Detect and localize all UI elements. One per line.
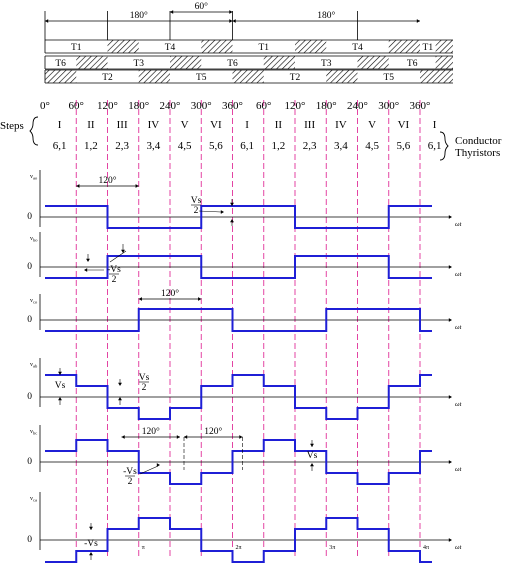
ann-co-120-label: 120° <box>160 289 180 299</box>
omega-label: ωt <box>455 401 462 408</box>
ann-bc-vs: Vs <box>306 451 318 461</box>
thyristors-label: Thyristors <box>455 147 501 159</box>
thyristor-pair-label: 3,4 <box>334 140 348 152</box>
ann-bo-tick-b-arrow <box>121 250 125 253</box>
ann-bo-vs2: -Vs <box>107 265 121 275</box>
x-axis-arrow <box>449 265 452 269</box>
pi-label: π <box>141 545 145 551</box>
dim-60-arrow-left <box>170 10 173 14</box>
dim-180-a-label: 180° <box>129 11 148 21</box>
voltage-waveforms <box>27 170 461 562</box>
ann-bc-tick-top-arrow <box>310 444 314 447</box>
ann-ab-vs: Vs <box>54 381 66 391</box>
dim-180-a-arrow-left <box>45 19 48 23</box>
ann-ab-vs2: Vs <box>138 373 150 383</box>
thyristor-label: T1 <box>258 43 270 53</box>
angle-label: 240° <box>347 100 368 112</box>
step-label: I <box>432 119 437 131</box>
thyristor-pair-label: 6,1 <box>52 140 67 152</box>
ann-bo-tick-a-arrow <box>86 259 90 262</box>
thyristor-pair-label: 2,3 <box>115 140 129 152</box>
ann-ao-120-arrow-right <box>136 184 139 188</box>
ann-bc-tick-bot-arrow <box>310 463 314 466</box>
omega-label: ωt <box>455 271 462 278</box>
step-label: V <box>180 119 189 131</box>
ann-ca-tick-top-arrow <box>89 527 93 530</box>
ann-ao-120-label: 120° <box>98 176 117 186</box>
thyristor-pair-label: 6,1 <box>427 140 442 152</box>
angle-label: 360° <box>222 100 243 112</box>
wave-label: $v_{co}$ <box>30 298 38 305</box>
zero-label: 0 <box>27 315 32 325</box>
ann-bc-120a-arrow-right <box>177 435 180 439</box>
dim-180-b-arrow-left <box>233 19 236 23</box>
thyristor-label: T3 <box>133 59 145 69</box>
wave-label: $v_{bc}$ <box>30 429 38 436</box>
zero-label: 0 <box>27 392 32 402</box>
thyristor-label: T5 <box>383 73 395 83</box>
angle-label: 360° <box>409 100 431 112</box>
angle-label: 0° <box>40 100 50 112</box>
ann-ab-tick-d-arrow <box>118 397 122 400</box>
wave-label: $v_{ca}$ <box>30 496 37 503</box>
thyristor-pair-label: 6,1 <box>240 140 254 152</box>
ann-ab-vs2-denominator: 2 <box>141 383 147 393</box>
thyristor-label: T6 <box>55 59 66 69</box>
ann-co-120-arrow-left <box>139 297 142 301</box>
x-axis-arrow <box>449 395 452 399</box>
thyristor-pair-label: 4,5 <box>365 140 379 152</box>
ann-bc-120a-label: 120° <box>141 427 160 437</box>
ann-ab-tick-bot-arrow <box>58 397 62 400</box>
ann-bc-leader-arrow <box>157 463 160 467</box>
omega-label: ωt <box>455 324 462 331</box>
omega-label: ωt <box>455 221 462 228</box>
dim-180-a-arrow-right <box>229 19 232 23</box>
ann-ao-120-arrow-left <box>76 184 79 188</box>
thyristor-pair-label: 1,2 <box>84 140 98 152</box>
zero-label: 0 <box>27 212 32 222</box>
thyristor-pair-label: 1,2 <box>271 140 286 152</box>
ann-bc-neg: -Vs <box>123 467 137 477</box>
ann-bo-vs2-denominator: 2 <box>111 275 117 285</box>
ann-ca-neg: -Vs <box>84 539 98 549</box>
x-axis-arrow <box>449 318 452 322</box>
ann-ao-vs2: Vs <box>190 196 202 206</box>
pi-label: 3π <box>329 545 336 551</box>
thyristor-label: T1 <box>70 43 82 53</box>
angle-label: 180° <box>128 100 150 112</box>
ann-ao-leader-arrow <box>221 210 224 214</box>
omega-label: ωt <box>455 466 462 473</box>
thyristor-label: T1 <box>422 43 434 53</box>
thyristor-label: T6 <box>227 59 238 69</box>
zero-label: 0 <box>27 262 32 272</box>
waveform-annotations <box>55 175 318 560</box>
step-label: I <box>57 119 62 131</box>
thyristor-pair-label: 5,6 <box>396 140 411 152</box>
step-label: II <box>274 119 283 131</box>
angle-label: 300° <box>378 100 400 112</box>
zero-label: 0 <box>27 535 32 545</box>
thyristor-label: T6 <box>406 59 418 69</box>
left-brace <box>30 117 38 145</box>
step-label: III <box>304 119 316 131</box>
angle-label: 120° <box>284 100 306 112</box>
conductor-label: Conductor <box>455 135 502 147</box>
angle-label: 240° <box>159 100 181 112</box>
thyristor-pair-label: 3,4 <box>146 140 161 152</box>
ann-ao-tick-bot-arrow <box>230 219 234 222</box>
step-label: II <box>87 119 95 131</box>
steps-table <box>0 117 502 160</box>
angle-label: 60° <box>68 100 84 112</box>
pi-label: 4π <box>423 545 430 551</box>
thyristor-pair-label: 2,3 <box>302 140 317 152</box>
interval-dash-lines <box>76 100 420 556</box>
ann-bo-leader-arrow <box>84 268 87 272</box>
step-label: IV <box>147 119 160 131</box>
ann-bc-120b-label: 120° <box>204 427 223 437</box>
x-axis-arrow <box>449 460 452 464</box>
thyristor-label: T2 <box>289 73 301 83</box>
ann-bc-neg-denominator: 2 <box>127 477 133 487</box>
step-label: III <box>116 119 128 131</box>
ann-ab-tick-c-arrow <box>118 383 122 386</box>
thyristor-label: T4 <box>352 43 363 53</box>
thyristor-pair-label: 5,6 <box>209 140 223 152</box>
step-label: VI <box>397 119 410 131</box>
x-axis-arrow <box>449 215 452 219</box>
steps-label: Steps <box>0 120 24 132</box>
wave-label: $v_{ao}$ <box>30 174 38 181</box>
wave-label: $v_{ab}$ <box>30 362 38 369</box>
ann-ca-tick-bot-arrow <box>89 552 93 555</box>
ann-co-120-arrow-right <box>198 297 201 301</box>
dim-60-arrow-right <box>229 10 232 14</box>
thyristor-label: T4 <box>164 43 176 53</box>
ann-ao-vs2-denominator: 2 <box>193 206 199 216</box>
thyristor-timing-bars <box>45 1 453 83</box>
omega-label: ωt <box>455 544 462 551</box>
thyristor-label: T3 <box>320 59 332 69</box>
ann-bc-120b-arrow-left <box>184 435 187 439</box>
thyristor-label: T2 <box>102 73 113 83</box>
dim-180-b-arrow-right <box>417 19 420 23</box>
dim-60-label: 60° <box>194 2 208 12</box>
angle-label: 120° <box>97 100 118 112</box>
ann-ao-leader <box>199 211 221 212</box>
ann-bc-120a-arrow-left <box>122 435 125 439</box>
angle-label: 180° <box>315 100 337 112</box>
angle-scale <box>40 100 430 112</box>
x-axis-arrow <box>449 538 452 542</box>
angle-label: 300° <box>190 100 212 112</box>
pi-label: 2π <box>235 545 242 551</box>
zero-label: 0 <box>27 457 32 467</box>
angle-label: 60° <box>256 100 272 112</box>
step-label: VI <box>210 119 222 131</box>
dim-180-b-label: 180° <box>317 11 336 21</box>
step-label: I <box>245 119 249 131</box>
step-label: IV <box>335 119 347 131</box>
step-label: V <box>368 119 377 131</box>
thyristor-pair-label: 4,5 <box>177 140 192 152</box>
ann-bc-120b-arrow-right <box>239 435 242 439</box>
wave-label: $v_{bo}$ <box>30 236 38 243</box>
thyristor-label: T5 <box>195 73 207 83</box>
